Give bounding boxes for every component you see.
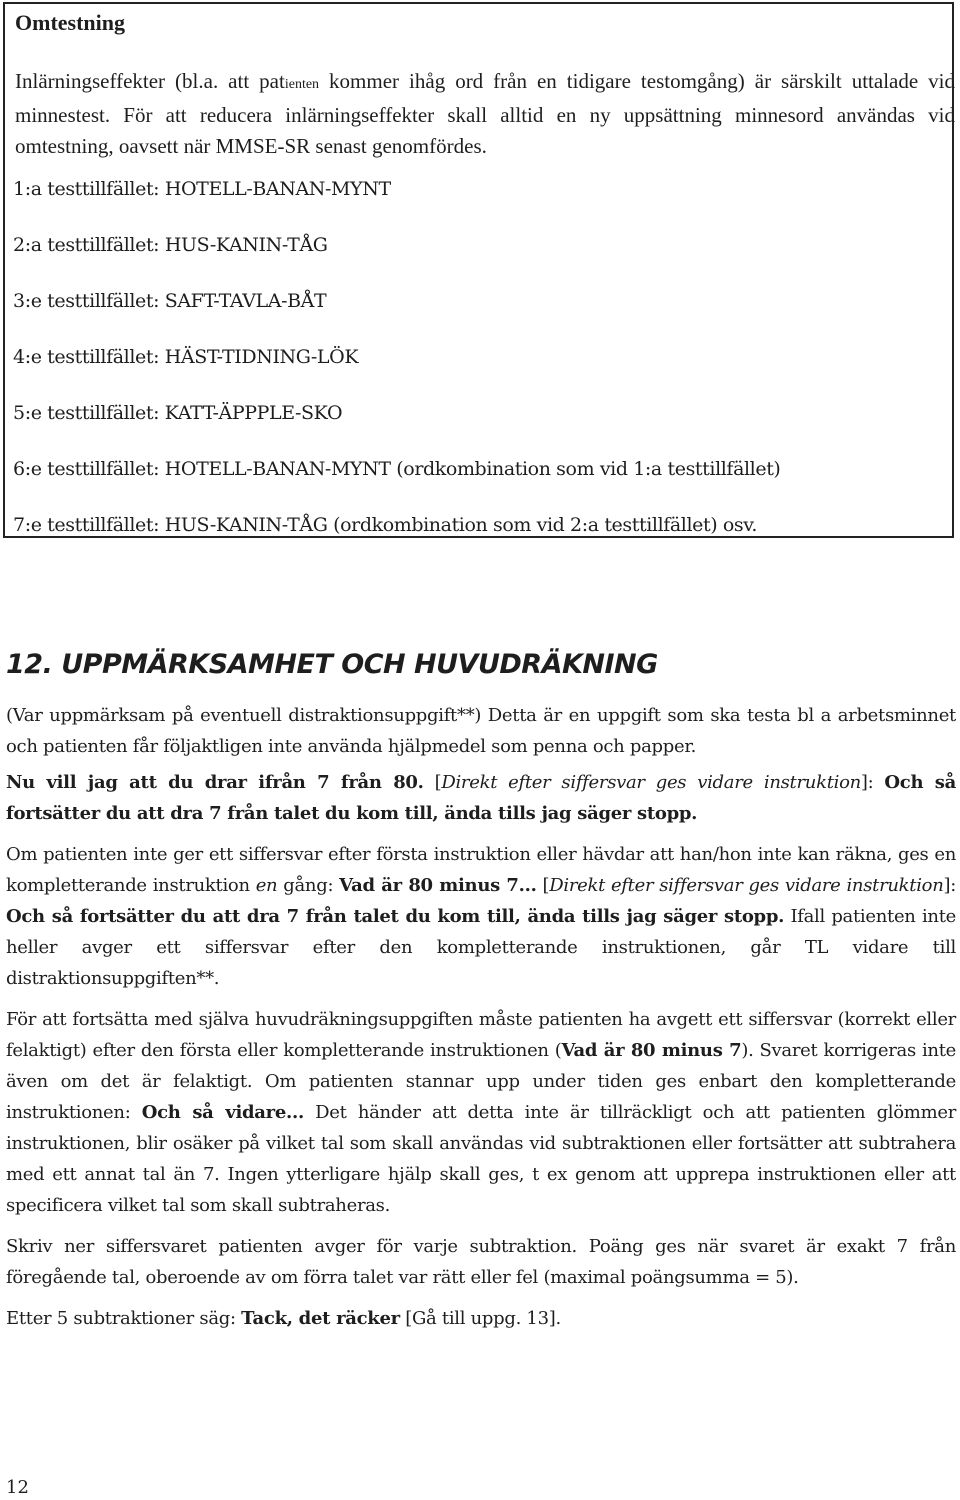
session-line-6: 6:e testtillfället: HOTELL-BANAN-MYNT (ordkombination som vid 1:a testtillfället) (13, 458, 781, 480)
retry-text-3: Ifall patienten inte heller avger ett siffersvar efter den kompletterande instruktionen, går TL vidare till distraktionsuppgiften**. (6, 906, 956, 989)
intro-part-1: Inlärningseffekter (bl.a. att pat (15, 69, 285, 93)
retry-text-2: gång: (277, 875, 340, 896)
end-text-1: Etter 5 subtraktioner säg: (6, 1308, 242, 1329)
continue-bold-2: Och så vidare... (141, 1102, 304, 1123)
intro-paragraph: (Var uppmärksam på eventuell distraktionsuppgift**) Detta är en uppgift som ska testa bl a arbetsminnet och patienten får följaktligen inte använda hjälpmedel som penna och papper. (6, 705, 956, 757)
session-line-4: 4:e testtillfället: HÄST-TIDNING-LÖK (13, 346, 359, 368)
score-paragraph: Skriv ner siffersvaret patienten avger för varje subtraktion. Poäng ges när svaret är exakt 7 från föregående tal, oberoende av om förra talet var rätt eller fel (maximal poängsumma = 5). (6, 1236, 956, 1288)
retry-bold-1: Vad är 80 minus 7... (339, 875, 537, 896)
instruction-paragraph (6, 767, 956, 829)
retry-text-1: Om patienten inte ger ett siffersvar efter första instruktion eller hävdar att han/hon inte kan räkna, ges en kompletterande instruktion (6, 844, 956, 896)
instruction-bold-2: Och så fortsätter du att dra 7 från talet du kom till, ända tills jag säger stopp. (6, 772, 956, 824)
retry-italic-en: en (255, 875, 278, 896)
end-paragraph (6, 1303, 956, 1334)
continue-text-3: Det händer att detta inte är tillräckligt och att patienten glömmer instruktionen, blir osäker på vilket tal som skall användas vid subtraktionen eller fortsätter att subtrahera med ett annat tal än 7. Ingen ytterligare hjälp skall ges, t ex genom att upprepa instruktionen eller att specificera vilket tal som skall subtraheras. (6, 1102, 956, 1216)
continue-text-1: För att fortsätta med själva huvudräkningsuppgiften måste patienten ha avgett ett siffersvar (korrekt eller felaktigt) efter den första eller kompletterande instruktionen ( (6, 1009, 956, 1061)
page-number: 12 (6, 1477, 29, 1498)
session-line-2: 2:a testtillfället: HUS-KANIN-TÅG (13, 234, 328, 256)
box-intro-text (15, 66, 955, 162)
section-heading: 12. UPPMÄRKSAMHET OCH HUVUDRÄKNING (6, 649, 658, 680)
retest-box (3, 2, 954, 538)
end-bold: Tack, det räcker (241, 1308, 400, 1329)
session-line-3: 3:e testtillfället: SAFT-TAVLA-BÅT (13, 290, 327, 312)
continue-bold-1: Vad är 80 minus 7 (561, 1040, 742, 1061)
continue-text-2: ). Svaret korrigeras inte även om det är felaktigt. Om patienten stannar upp under tiden ges enbart den kompletterande instruktionen: (6, 1040, 956, 1123)
instruction-bold-1: Nu vill jag att du drar ifrån 7 från 80. (6, 772, 424, 793)
bracket-close: ]: (943, 875, 957, 896)
retry-bold-2: Och så fortsätter du att dra 7 från talet du kom till, ända tills jag säger stopp. (6, 906, 785, 927)
box-title: Omtestning (15, 10, 125, 35)
bracket-open: [ (536, 875, 550, 896)
bracket-close: ]: (860, 772, 885, 793)
bracket-open: [ (423, 772, 442, 793)
end-text-2: [Gå till uppg. 13]. (399, 1308, 561, 1329)
retry-italic: Direkt efter siffersvar ges vidare instruktion (549, 875, 944, 896)
session-line-7: 7:e testtillfället: HUS-KANIN-TÅG (ordkombination som vid 2:a testtillfället) osv. (13, 514, 758, 536)
retry-paragraph (6, 839, 956, 994)
session-line-5: 5:e testtillfället: KATT-ÄPPPLE-SKO (13, 402, 343, 424)
session-line-1: 1:a testtillfället: HOTELL-BANAN-MYNT (13, 178, 391, 200)
section-body (6, 700, 956, 1344)
instruction-italic: Direkt efter siffersvar ges vidare instruktion (441, 772, 861, 793)
intro-part-2: kommer ihåg ord från en tidigare testomgång) är särskilt uttalade vid minnestest. För att reducera inlärningseffekter skall alltid en ny uppsättning minnesord användas vid omtestning, oavsett när MMSE-SR senast genomfördes. (15, 69, 956, 158)
continue-paragraph (6, 1004, 956, 1221)
intro-small-part: ienten (284, 77, 320, 92)
